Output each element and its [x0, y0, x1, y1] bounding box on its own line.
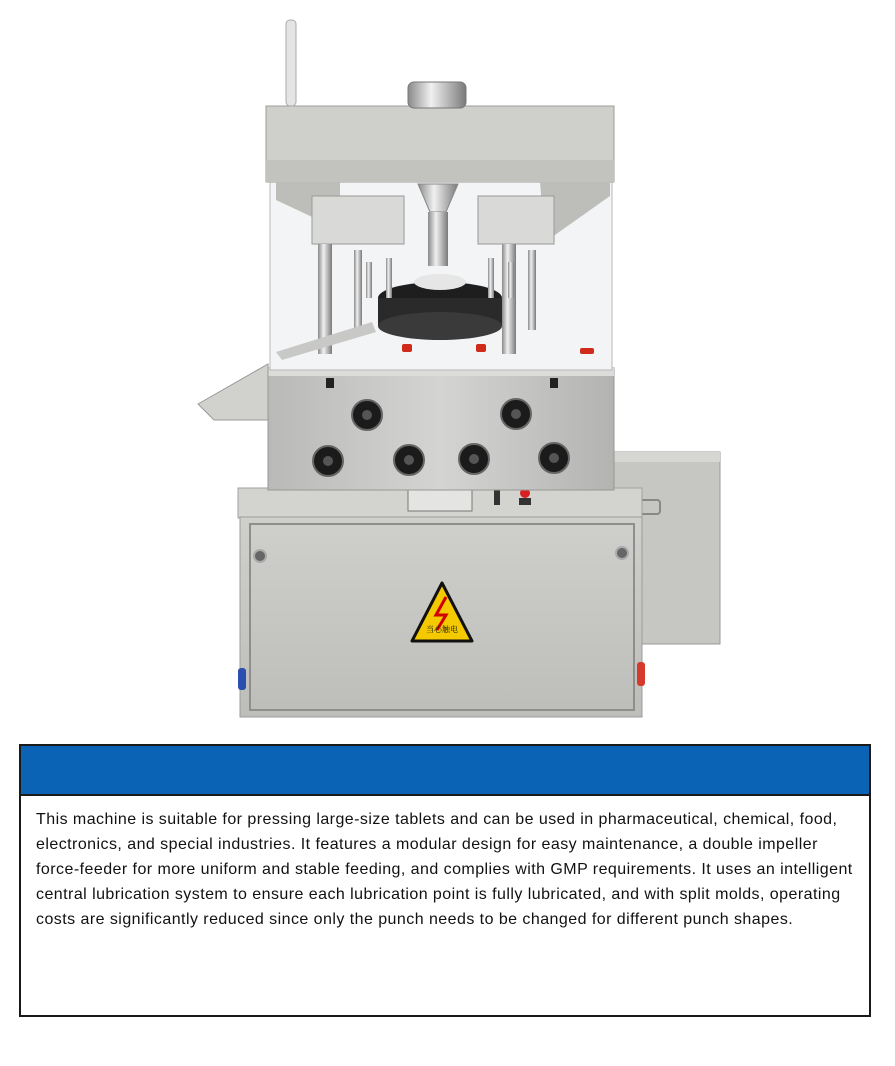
description-header-bar	[21, 746, 869, 796]
description-box	[19, 744, 871, 1017]
description-text: This machine is suitable for pressing large-size tablets and can be used in pharmaceutical, chemical, food, electronics, and special industries. It features a modular design for easy maintenance, a double impeller force-feeder for more uniform and stable feeding, and complies with GMP requirements. It uses an intelligent central lubrication system to ensure each lubrication point is fully lubricated, and with split molds, operating costs are significantly reduced since only the punch needs to be changed for different punch shapes.	[36, 811, 853, 928]
svg-text:当心触电: 当心触电	[426, 625, 458, 634]
